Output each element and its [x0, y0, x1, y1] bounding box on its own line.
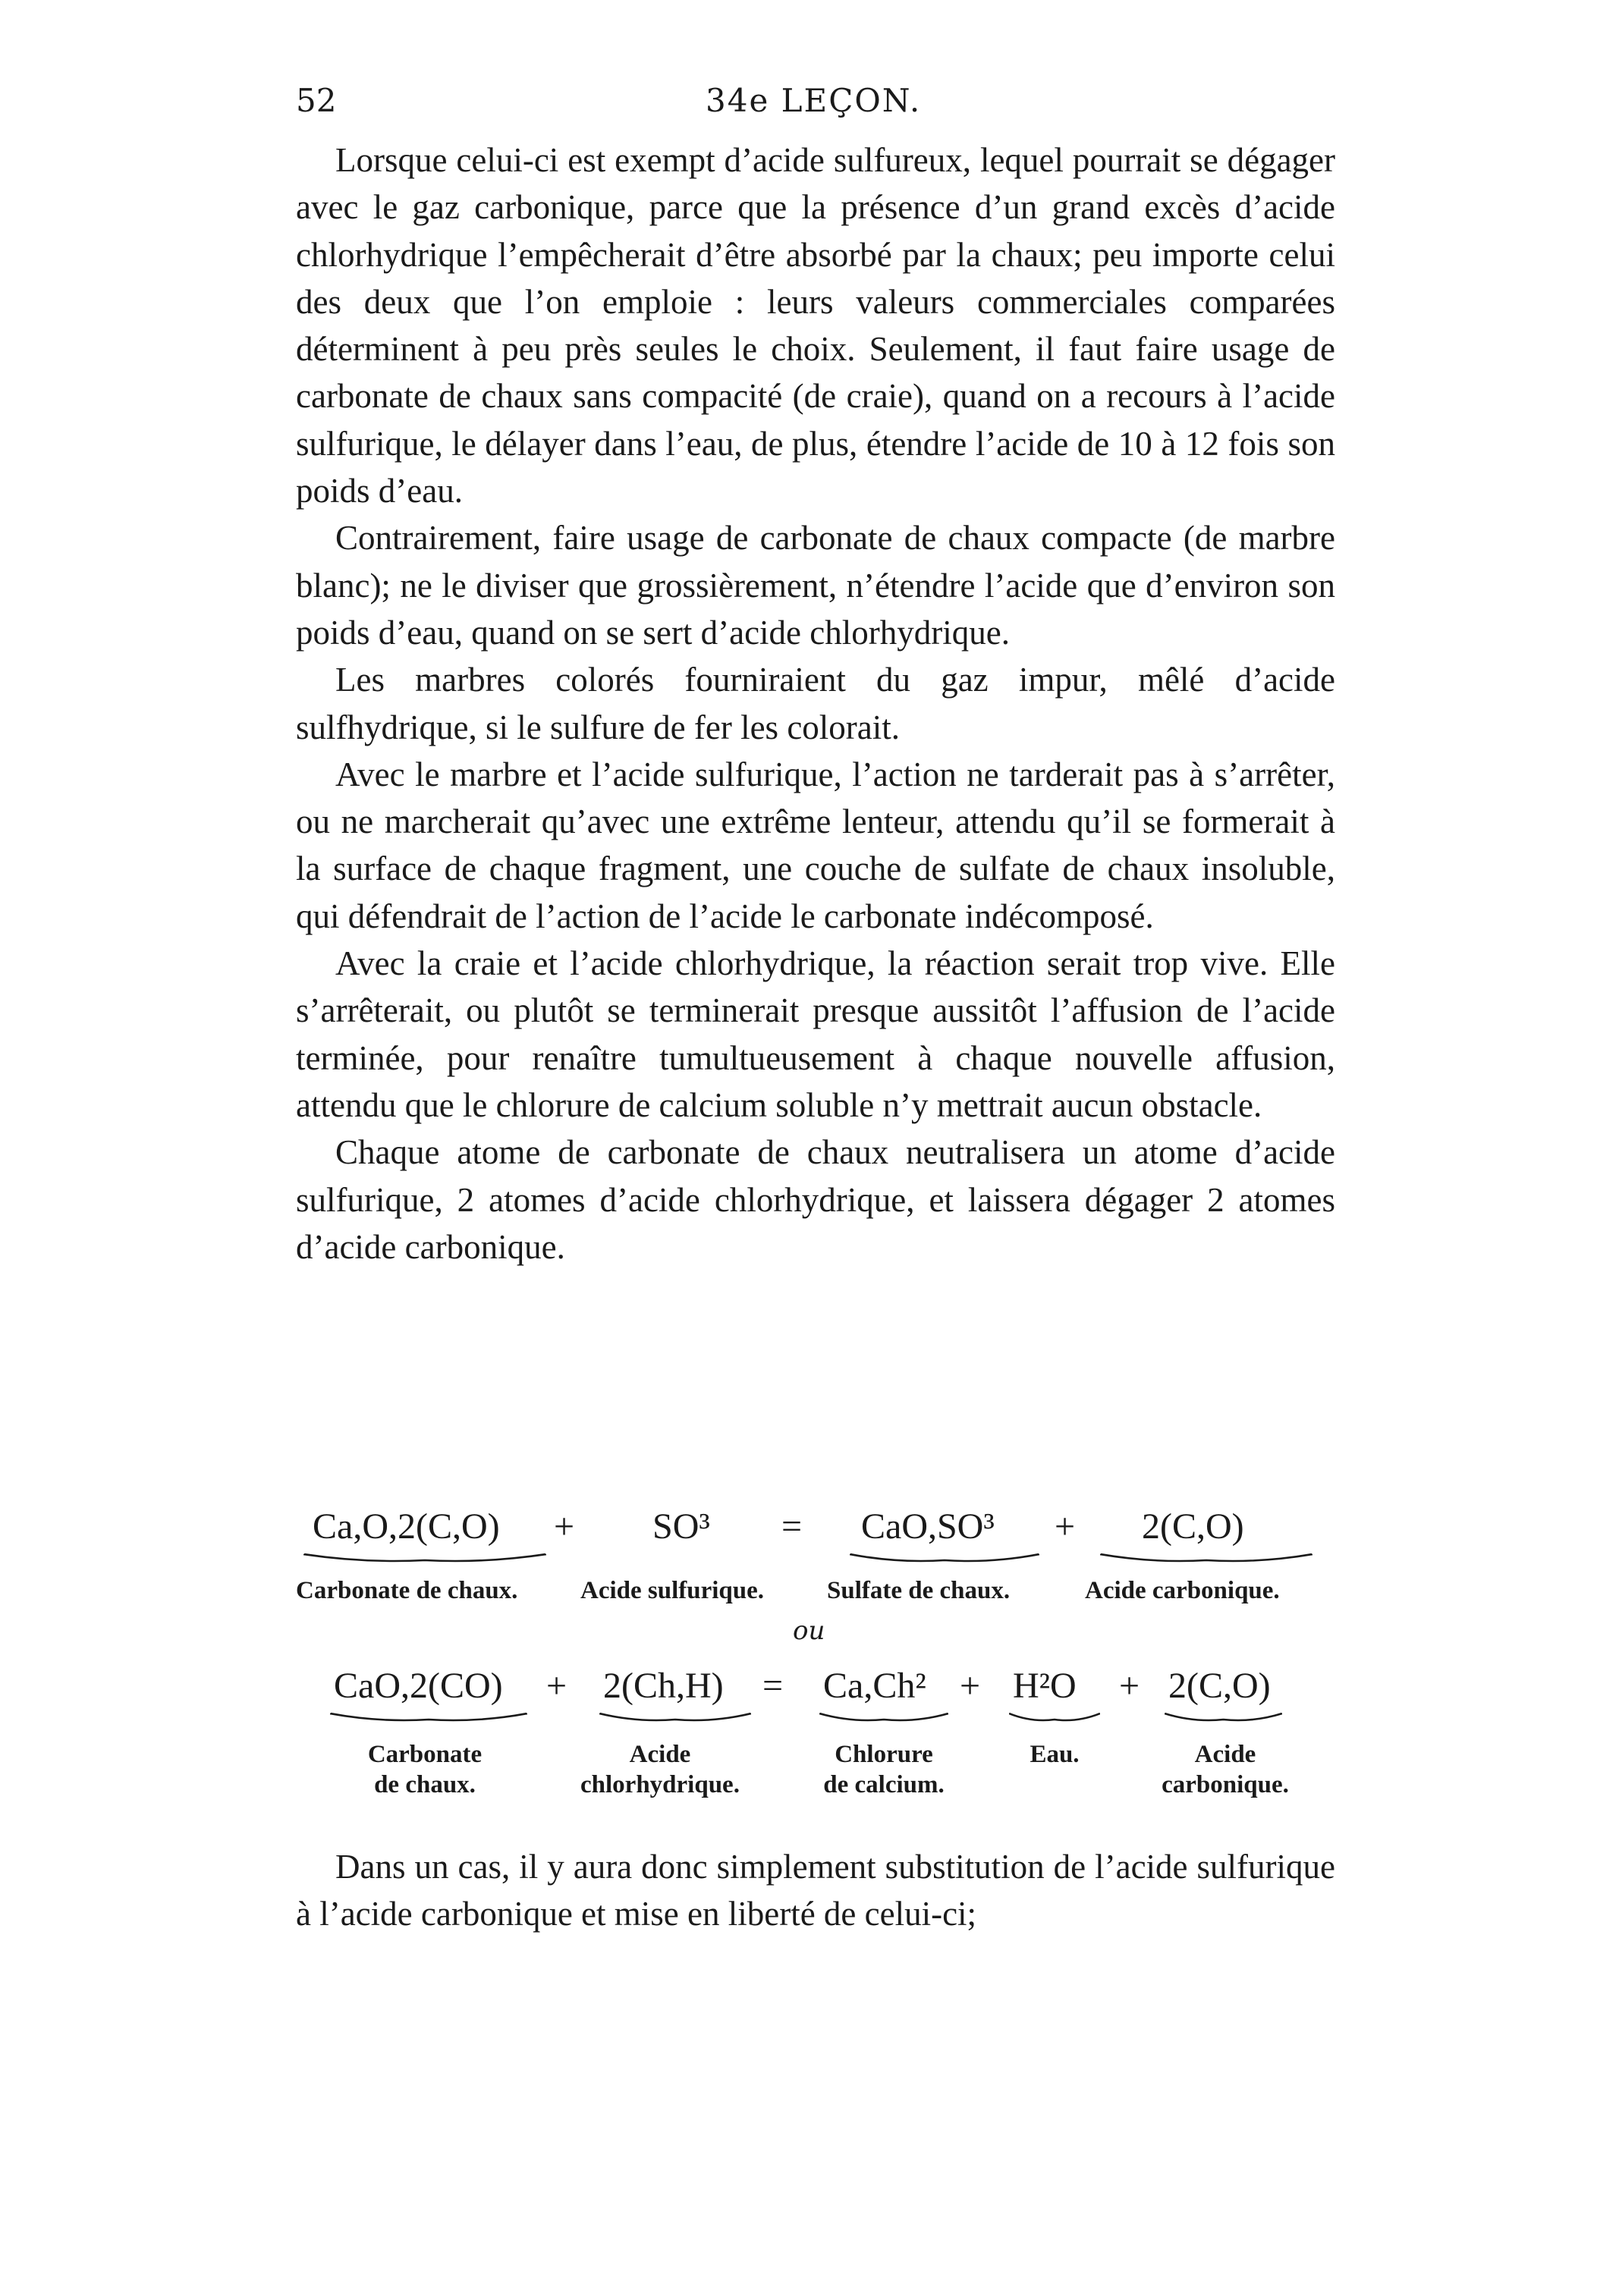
page-header — [296, 82, 1335, 135]
paragraph: Les marbres colorés fourniraient du gaz impur, mêlé d’acide sulfhydrique, si le sulfure de fer les colorait. — [296, 661, 1335, 746]
equation-term: 2(Ch,H) — [603, 1666, 724, 1706]
compound-label: Carbonate de chaux. — [367, 1741, 483, 1798]
paragraph: Dans un cas, il y aura donc simplement substitution de l’acide sulfurique à l’acide carbonique et mise en liberté de celui-ci; — [296, 1848, 1335, 1933]
underbrace — [1100, 1553, 1312, 1566]
equation-term: 2(C,O) — [1142, 1506, 1244, 1547]
compound-label: Acide carbonique. — [1162, 1741, 1289, 1798]
compound-label: Sulfate de chaux. — [827, 1577, 1011, 1604]
underbrace — [330, 1712, 527, 1726]
paragraph: Chaque atome de carbonate de chaux neutralisera un atome d’acide sulfurique, 2 atomes d’acide chlorhydrique, et laissera dégager 2 atomes d’acide carbonique. — [296, 1133, 1335, 1266]
equation-operator: + — [546, 1666, 567, 1706]
equation-sulfuric — [296, 1506, 1335, 1604]
connector-ou: ou — [793, 1616, 825, 1646]
equation-operator: + — [960, 1666, 981, 1706]
compound-label: Acide chlorhydrique. — [580, 1741, 740, 1798]
paragraph: Avec le marbre et l’acide sulfurique, l’action ne tarderait pas à s’arrêter, ou ne marcherait qu’avec une extrême lenteur, attendu qu’il se formerait à la surface de chaque fragment, une couche de sulfate de chaux insoluble, qui défendrait de l’action de l’acide le carbonate indécomposé. — [296, 755, 1335, 935]
equation-term: SO³ — [652, 1506, 710, 1547]
compound-label: Acide sulfurique. — [580, 1577, 765, 1604]
equation-term: Ca,Ch² — [823, 1666, 926, 1706]
compound-label: Carbonate de chaux. — [296, 1577, 518, 1604]
equation-term: CaO,2(CO) — [334, 1666, 503, 1706]
underbrace — [599, 1712, 751, 1726]
equation-term: 2(C,O) — [1168, 1666, 1271, 1706]
paragraph: Contrairement, faire usage de carbonate de chaux compacte (de marbre blanc); ne le diviser que grossièrement, n’étendre l’acide que d’environ son poids d’eau, quand on se sert d’acide chlorhydrique. — [296, 519, 1335, 652]
closing-text — [296, 1843, 1335, 1938]
compound-label: Acide carbonique. — [1085, 1577, 1280, 1604]
equation-operator: + — [1055, 1506, 1076, 1547]
equation-operator: = — [762, 1666, 784, 1706]
equation-term: H²O — [1013, 1666, 1077, 1706]
equation-operator: + — [1119, 1666, 1140, 1706]
underbrace — [819, 1712, 948, 1726]
equation-operator: + — [554, 1506, 575, 1547]
equation-hydrochloric — [296, 1665, 1335, 1798]
underbrace — [850, 1553, 1039, 1566]
paragraph: Avec la craie et l’acide chlorhydrique, la réaction serait trop vive. Elle s’arrêterait, ou plutôt se terminerait presque aussitôt l’affusion de l’acide terminée, pour renaître tumultueusement à chaque nouvelle affusion, attendu que le chlorure de calcium soluble n’y mettrait aucun obstacle. — [296, 944, 1335, 1124]
underbrace — [1165, 1712, 1282, 1726]
equation-operator: = — [781, 1506, 803, 1547]
underbrace — [1009, 1712, 1100, 1726]
body-text — [296, 137, 1335, 1270]
underbrace — [303, 1553, 546, 1566]
running-title: 34e LEÇON. — [706, 82, 922, 119]
equation-term: CaO,SO³ — [861, 1506, 995, 1547]
equation-term: Ca,O,2(C,O) — [313, 1506, 500, 1547]
compound-label: Chlorure de calcium. — [823, 1741, 945, 1798]
compound-label: Eau. — [1030, 1741, 1080, 1768]
paragraph: Lorsque celui-ci est exempt d’acide sulfureux, lequel pourrait se dégager avec le gaz carbonique, parce que la présence d’un grand excès d’acide chlorhydrique l’empêcherait d’être absorbé par la chaux; peu importe celui des deux que l’on emploie : leurs valeurs commerciales comparées déterminent à peu près seules le choix. Seulement, il faut faire usage de carbonate de chaux sans compacité (de craie), quand on a recours à l’acide sulfurique, le délayer dans l’eau, de plus, étendre l’acide de 10 à 12 fois son poids d’eau. — [296, 141, 1335, 510]
page-number: 52 — [296, 82, 337, 119]
